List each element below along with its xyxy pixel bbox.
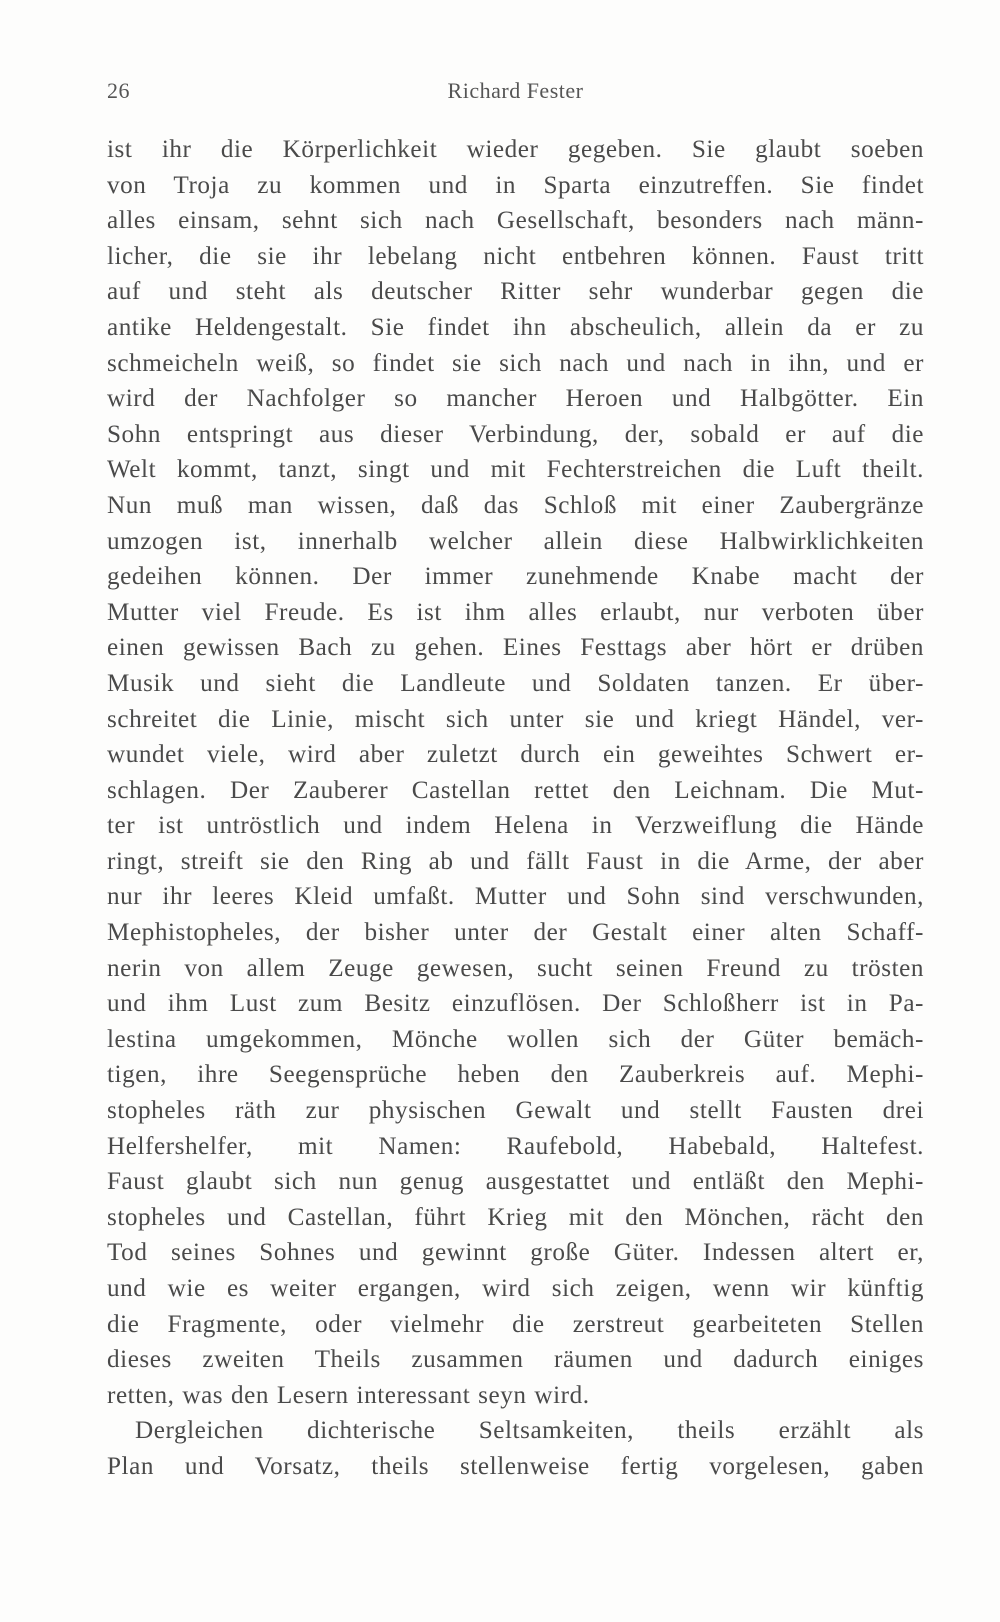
text-line: Helfershelfer, mit Namen: Raufebold, Habebald, Haltefest.	[107, 1132, 924, 1160]
text-line: nerin von allem Zeuge gewesen, sucht seinen Freund zu trösten	[107, 954, 924, 982]
text-line: ringt, streift sie den Ring ab und fällt Faust in die Arme, der aber	[107, 847, 924, 875]
text-line: nur ihr leeres Kleid umfaßt. Mutter und Sohn sind verschwunden,	[107, 883, 924, 911]
running-header	[107, 78, 924, 108]
text-line: gedeihen können. Der immer zunehmende Knabe macht der	[107, 563, 924, 591]
running-title: Richard Fester	[447, 78, 584, 103]
text-line: tigen, ihre Seegensprüche heben den Zauberkreis auf. Mephi-	[107, 1061, 924, 1089]
text-line: Welt kommt, tanzt, singt und mit Fechterstreichen die Luft theilt.	[107, 456, 924, 484]
text-line: Nun muß man wissen, daß das Schloß mit einer Zaubergränze	[107, 491, 924, 519]
text-line: schreitet die Linie, mischt sich unter sie und kriegt Händel, ver-	[107, 705, 924, 733]
text-line: dieses zweiten Theils zusammen räumen und dadurch einiges	[107, 1346, 924, 1374]
text-line: umzogen ist, innerhalb welcher allein diese Halbwirklichkeiten	[107, 527, 924, 555]
text-line: alles einsam, sehnt sich nach Gesellschaft, besonders nach männ-	[107, 207, 924, 235]
text-line: stopheles und Castellan, führt Krieg mit den Mönchen, rächt den	[107, 1203, 924, 1231]
text-line: ist ihr die Körperlichkeit wieder gegeben. Sie glaubt soeben	[107, 136, 924, 163]
text-line: Musik und sieht die Landleute und Soldaten tanzen. Er über-	[107, 669, 924, 697]
text-line: Plan und Vorsatz, theils stellenweise fertig vorgelesen, gaben	[107, 1452, 924, 1480]
text-line: lestina umgekommen, Mönche wollen sich der Güter bemäch-	[107, 1025, 924, 1053]
body-text	[107, 132, 924, 1485]
text-line: die Fragmente, oder vielmehr die zerstreut gearbeiteten Stellen	[107, 1310, 924, 1338]
text-line: Faust glaubt sich nun genug ausgestattet und entläßt den Mephi-	[107, 1168, 924, 1196]
page-number: 26	[107, 78, 130, 103]
text-line: und ihm Lust zum Besitz einzuflösen. Der Schloßherr ist in Pa-	[107, 990, 924, 1018]
text-line: von Troja zu kommen und in Sparta einzutreffen. Sie findet	[107, 171, 924, 199]
text-line: stopheles räth zur physischen Gewalt und stellt Fausten drei	[107, 1097, 924, 1125]
text-line: ter ist untröstlich und indem Helena in Verzweiflung die Hände	[107, 812, 924, 840]
text-line: schlagen. Der Zauberer Castellan rettet den Leichnam. Die Mut-	[107, 776, 924, 804]
text-line: licher, die sie ihr lebelang nicht entbehren können. Faust tritt	[107, 242, 924, 270]
text-line: antike Heldengestalt. Sie findet ihn abscheulich, allein da er zu	[107, 313, 924, 341]
paragraph-start-line: Dergleichen dichterische Seltsamkeiten, theils erzählt als	[135, 1417, 924, 1445]
text-line: Tod seines Sohnes und gewinnt große Güter. Indessen altert er,	[107, 1239, 924, 1267]
text-line: schmeicheln weiß, so findet sie sich nach und nach in ihn, und er	[107, 349, 924, 377]
text-line: Sohn entspringt aus dieser Verbindung, der, sobald er auf die	[107, 420, 924, 448]
text-line: Mephistopheles, der bisher unter der Gestalt einer alten Schaff-	[107, 919, 924, 947]
text-line: auf und steht als deutscher Ritter sehr wunderbar gegen die	[107, 278, 924, 306]
text-line: wundet viele, wird aber zuletzt durch ein geweihtes Schwert er-	[107, 741, 924, 769]
paragraph-end-line: retten, was den Lesern interessant seyn wird.	[107, 1381, 590, 1409]
text-line: wird der Nachfolger so mancher Heroen und Halbgötter. Ein	[107, 385, 924, 413]
text-line: einen gewissen Bach zu gehen. Eines Festtags aber hört er drüben	[107, 634, 924, 662]
text-line: und wie es weiter ergangen, wird sich zeigen, wenn wir künftig	[107, 1275, 924, 1302]
text-line: Mutter viel Freude. Es ist ihm alles erlaubt, nur verboten über	[107, 598, 924, 626]
